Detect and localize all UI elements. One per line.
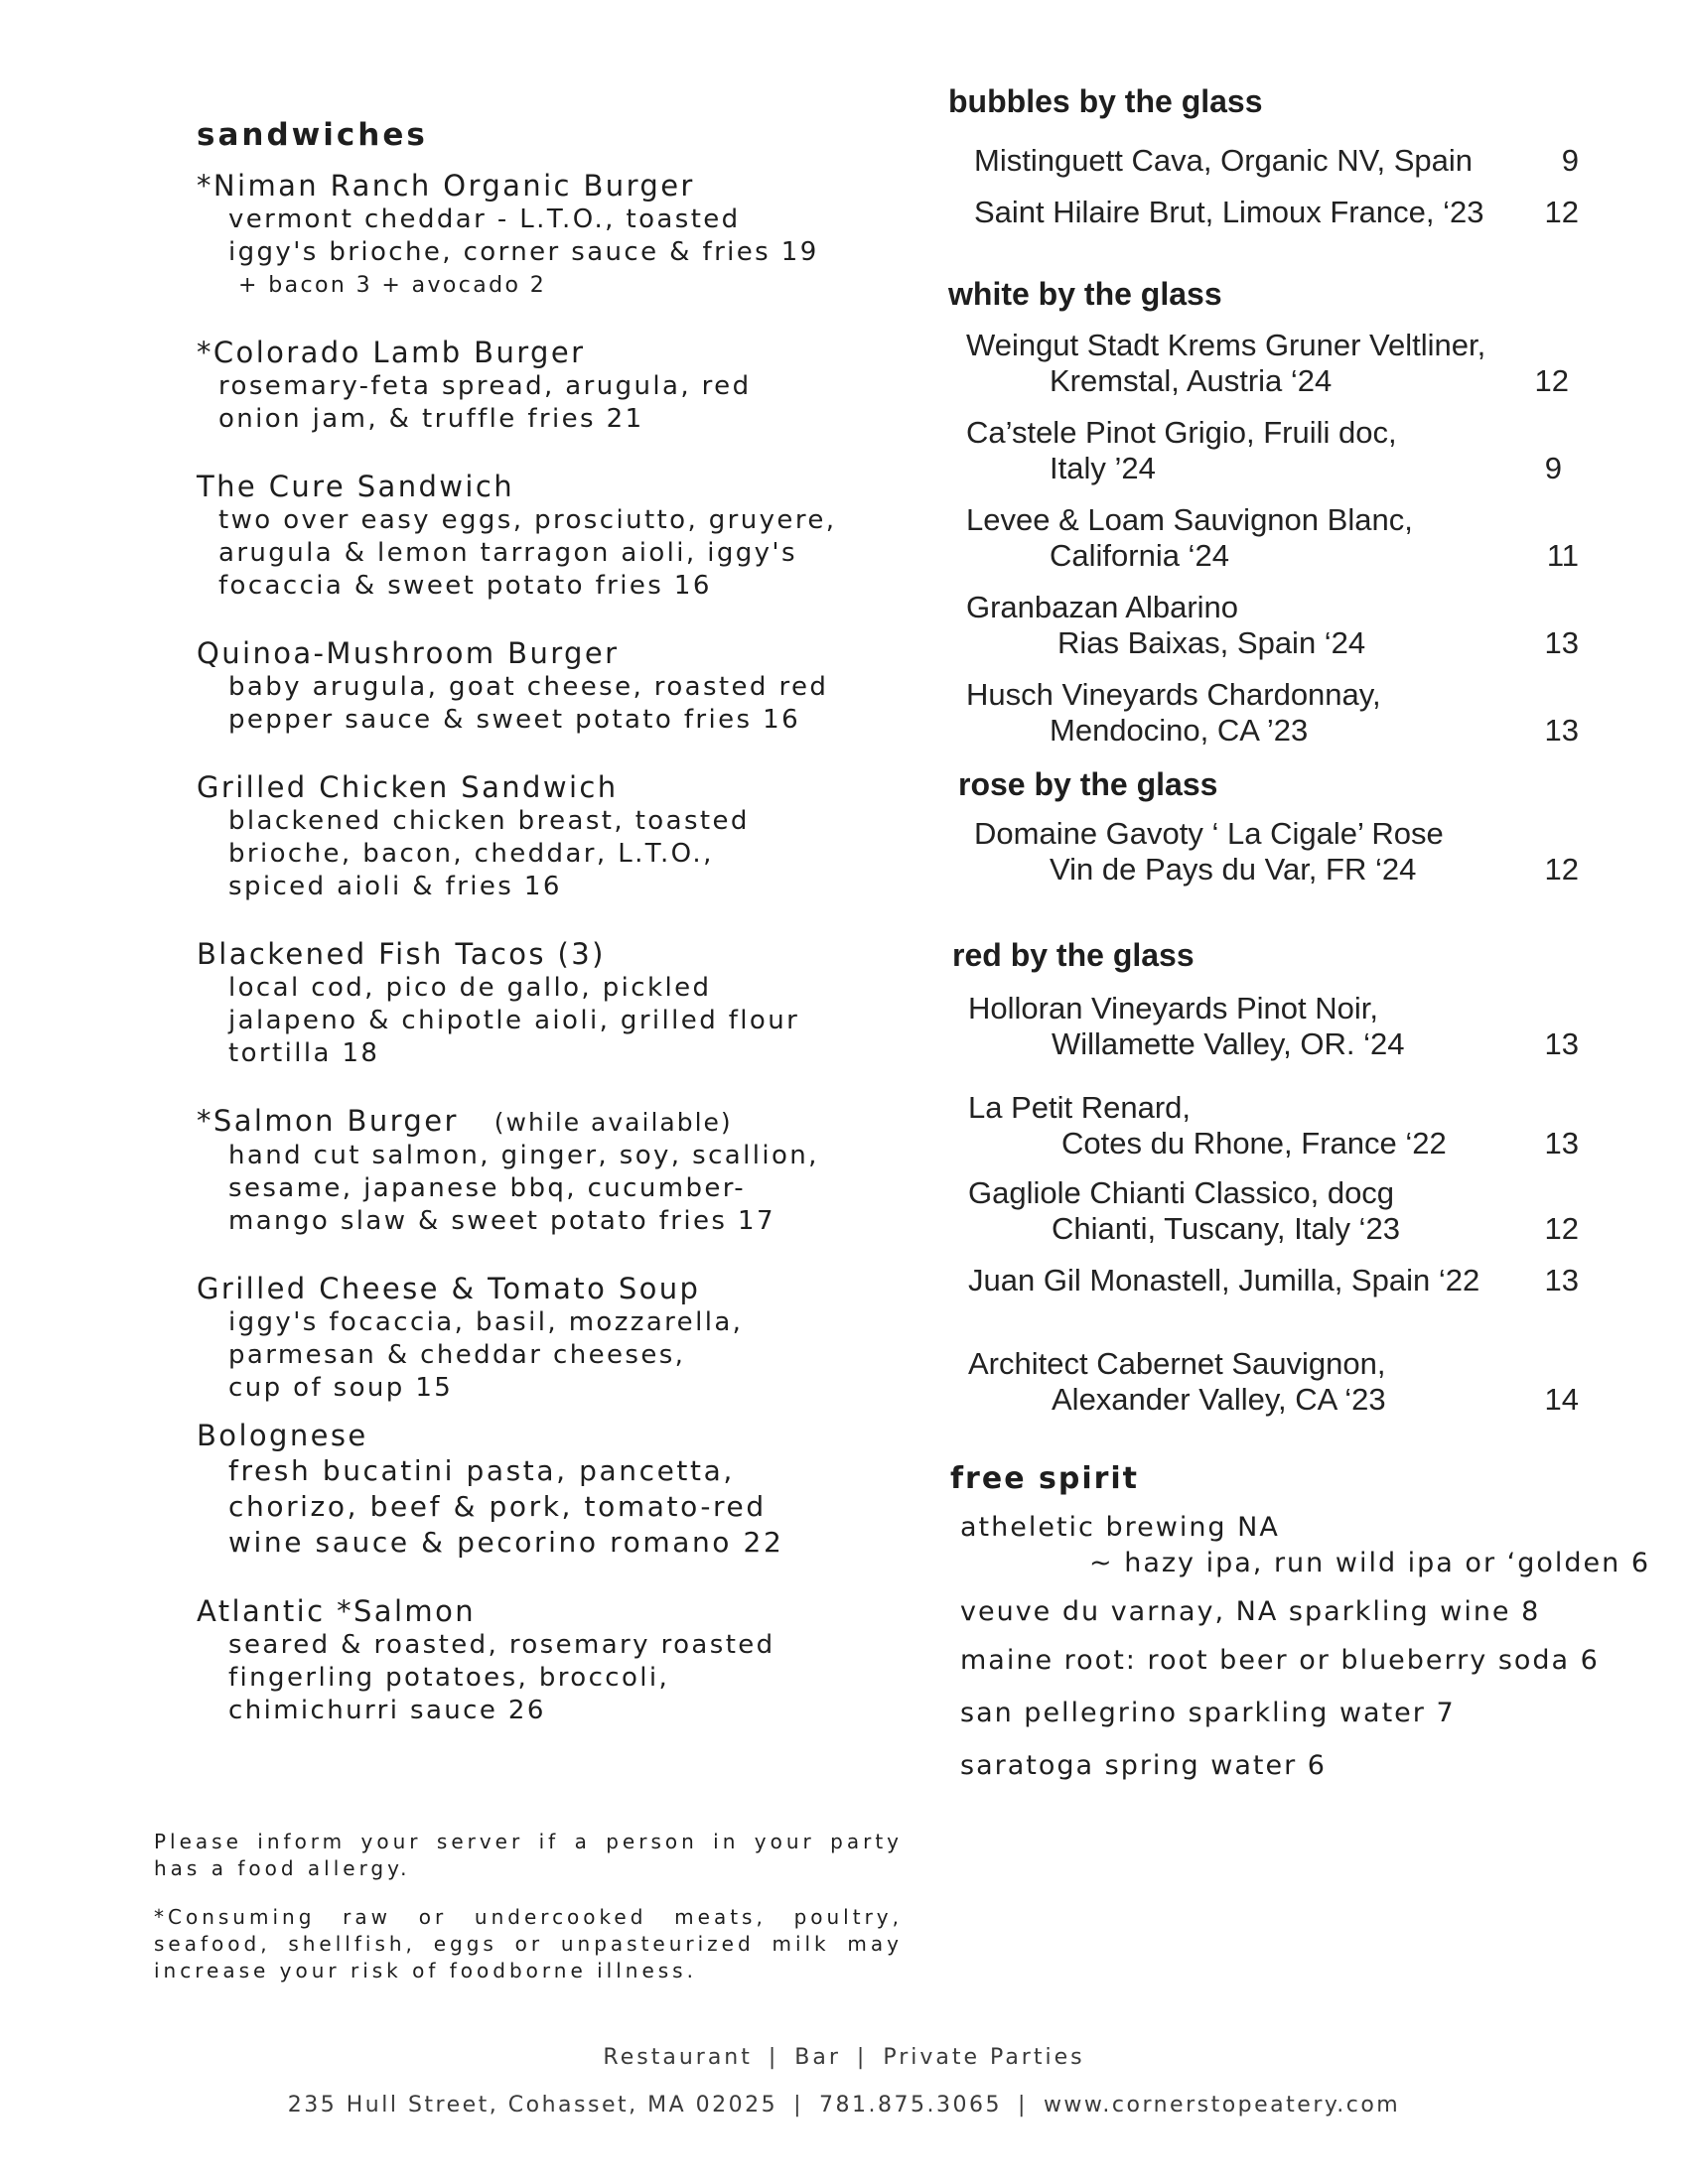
wine-name: Juan Gil Monastell, Jumilla, Spain ‘22 (968, 1263, 1480, 1297)
description-line: vermont cheddar - L.T.O., toasted (228, 205, 741, 234)
item-description (197, 1306, 892, 1405)
wine-region: Italy ’24 (1050, 451, 1156, 485)
menu-item (197, 1272, 892, 1405)
drink-item (960, 1510, 1650, 1581)
wine-price: 13 (1544, 625, 1579, 660)
service-restaurant: Restaurant (603, 2045, 753, 2070)
item-name: *Colorado Lamb Burger (197, 336, 586, 369)
separator: | (768, 2045, 779, 2070)
menu-item (197, 937, 892, 1070)
menu-item (197, 169, 892, 302)
rose-list (948, 816, 1604, 887)
wine-price: 13 (1544, 1126, 1579, 1160)
item-name: Atlantic *Salmon (197, 1594, 477, 1628)
drink-item: san pellegrino sparkling water 7 (960, 1698, 1456, 1728)
wine-price: 12 (1544, 1211, 1579, 1246)
wine-item (968, 991, 1604, 1062)
wine-region: Vin de Pays du Var, FR ‘24 (1050, 852, 1417, 887)
menu-item (197, 1419, 892, 1561)
wine-list (948, 79, 1650, 1784)
service-bar: Bar (794, 2045, 841, 2070)
red-title: red by the glass (952, 937, 1195, 973)
item-description (197, 504, 892, 603)
availability-note: (while available) (493, 1108, 733, 1137)
wine-name: Saint Hilaire Brut, Limoux France, ‘23 (974, 195, 1484, 229)
allergy-notice: Please inform your server if a person in your party has a food allergy. (154, 1830, 903, 1880)
description-line: blackened chicken breast, toasted (228, 806, 750, 836)
description-line: jalapeno & chipotle aioli, grilled flour (228, 1006, 800, 1035)
bubbles-title: bubbles by the glass (948, 83, 1263, 119)
item-description (197, 805, 892, 903)
description-line: brioche, bacon, cheddar, L.T.O., (228, 839, 714, 869)
wine-item (968, 1263, 1604, 1298)
item-description (197, 370, 892, 436)
wine-price: 12 (1544, 852, 1579, 887)
address: 235 Hull Street, Cohasset, MA 02025 (287, 2093, 778, 2117)
wine-price: 11 (1546, 538, 1579, 573)
drink-options: ~ hazy ipa, run wild ipa or ‘golden 6 (1089, 1548, 1650, 1578)
wine-item (968, 1090, 1604, 1161)
description-line: mango slaw & sweet potato fries 17 (228, 1206, 775, 1236)
description-line: sesame, japanese bbq, cucumber- (228, 1173, 746, 1203)
menu-item (197, 1594, 892, 1727)
free-spirit-title: free spirit (950, 1461, 1140, 1496)
item-description (197, 671, 892, 737)
drink-item: maine root: root beer or blueberry soda 6 (960, 1645, 1600, 1676)
menu-item (197, 770, 892, 903)
description-line: rosemary-feta spread, arugula, red (218, 371, 752, 401)
menu-item (197, 636, 892, 737)
wine-name: Ca’stele Pinot Grigio, Fruili doc, (966, 415, 1397, 450)
menu-item (197, 470, 892, 603)
wine-item (966, 328, 1604, 399)
description-line: fingerling potatoes, broccoli, (228, 1663, 670, 1693)
description-line: onion jam, & truffle fries 21 (218, 404, 644, 434)
item-name: *Niman Ranch Organic Burger (197, 169, 695, 203)
wine-name: Gagliole Chianti Classico, docg (968, 1175, 1395, 1210)
wine-price: 14 (1544, 1382, 1579, 1417)
wine-name: Mistinguett Cava, Organic NV, Spain (974, 143, 1473, 178)
wine-name: Levee & Loam Sauvignon Blanc, (966, 502, 1413, 537)
description-line: fresh bucatini pasta, pancetta, (228, 1454, 735, 1487)
separator: | (1018, 2093, 1028, 2117)
sandwiches-title: sandwiches (197, 117, 428, 153)
red-list (948, 991, 1604, 1418)
drink-item: veuve du varnay, NA sparkling wine 8 (960, 1596, 1541, 1627)
description-line: two over easy eggs, prosciutto, gruyere, (218, 505, 837, 535)
wine-region: Rias Baixas, Spain ‘24 (1057, 625, 1366, 660)
description-line: pepper sauce & sweet potato fries 16 (228, 705, 801, 735)
notices (154, 1829, 903, 2006)
wine-price: 9 (1544, 451, 1562, 485)
wine-item (966, 502, 1604, 574)
footer-contact (0, 2093, 1688, 2117)
description-line: hand cut salmon, ginger, soy, scallion, (228, 1141, 819, 1170)
wine-region: Kremstal, Austria ‘24 (1050, 363, 1333, 398)
wine-item (968, 1346, 1604, 1418)
description-line: arugula & lemon tarragon aioli, iggy's (218, 538, 797, 568)
wine-item (974, 816, 1604, 887)
wine-name: Domaine Gavoty ‘ La Cigale’ Rose (974, 816, 1444, 851)
wine-item (968, 1175, 1604, 1247)
phone: 781.875.3065 (819, 2093, 1003, 2117)
separator: | (793, 2093, 804, 2117)
description-line: local cod, pico de gallo, pickled (228, 973, 712, 1003)
item-name: Blackened Fish Tacos (3) (197, 937, 606, 971)
wine-item (974, 143, 1604, 179)
description-line: chimichurri sauce 26 (228, 1696, 546, 1725)
wine-name: Weingut Stadt Krems Gruner Veltliner, (966, 328, 1486, 362)
wine-region: Alexander Valley, CA ‘23 (1052, 1382, 1386, 1417)
bubbles-list (948, 143, 1604, 230)
description-line: chorizo, beef & pork, tomato-red (228, 1490, 767, 1523)
rose-title: rose by the glass (958, 766, 1218, 802)
item-name-text: *Salmon Burger (197, 1104, 459, 1138)
wine-region: Cotes du Rhone, France ‘22 (1061, 1126, 1447, 1160)
addon-line: + bacon 3 + avocado 2 (238, 273, 547, 298)
item-description (197, 972, 892, 1070)
menu-item (197, 1104, 892, 1238)
item-description (197, 1629, 892, 1727)
wine-name: La Petit Renard, (968, 1090, 1192, 1125)
wine-name: Holloran Vineyards Pinot Noir, (968, 991, 1378, 1025)
description-line: tortilla 18 (228, 1038, 380, 1068)
wine-price: 13 (1544, 1026, 1579, 1061)
item-name: The Cure Sandwich (197, 470, 514, 503)
description-line: wine sauce & pecorino romano 22 (228, 1526, 784, 1559)
drink-name: atheletic brewing NA (960, 1512, 1280, 1543)
description-line: baby arugula, goat cheese, roasted red (228, 672, 829, 702)
item-name: Grilled Cheese & Tomato Soup (197, 1272, 701, 1305)
raw-food-warning: *Consuming raw or undercooked meats, poultry, seafood, shellfish, eggs or unpasteurized milk may increase your risk of foodborne illness. (154, 1905, 903, 1982)
wine-item (966, 415, 1604, 486)
wine-region: Chianti, Tuscany, Italy ‘23 (1052, 1211, 1400, 1246)
description-line: spiced aioli & fries 16 (228, 872, 562, 901)
item-name: Grilled Chicken Sandwich (197, 770, 619, 804)
wine-price: 12 (1534, 363, 1569, 398)
description-line: iggy's focaccia, basil, mozzarella, (228, 1307, 744, 1337)
free-spirit-list (948, 1510, 1650, 1784)
wine-item (966, 590, 1604, 661)
wine-region: Willamette Valley, OR. ‘24 (1052, 1026, 1405, 1061)
item-description (197, 204, 892, 302)
website-link[interactable]: www.cornerstopeatery.com (1043, 2093, 1401, 2117)
service-private-parties: Private Parties (883, 2045, 1085, 2070)
item-name: Bolognese (197, 1419, 368, 1452)
wine-item (974, 195, 1604, 230)
footer-services (0, 2045, 1688, 2070)
item-name: Quinoa-Mushroom Burger (197, 636, 620, 670)
sandwiches-section (197, 117, 892, 1761)
white-list (948, 328, 1604, 749)
description-line: parmesan & cheddar cheeses, (228, 1340, 686, 1370)
item-description (197, 1453, 892, 1561)
wine-price: 12 (1544, 195, 1579, 229)
wine-item (966, 677, 1604, 749)
white-title: white by the glass (948, 276, 1222, 312)
item-name (197, 1104, 892, 1140)
wine-region: California ‘24 (1050, 538, 1229, 573)
description-line: seared & roasted, rosemary roasted (228, 1630, 775, 1660)
wine-name: Architect Cabernet Sauvignon, (968, 1346, 1386, 1381)
wine-name: Granbazan Albarino (966, 590, 1239, 624)
description-line: iggy's brioche, corner sauce & fries 19 (228, 237, 819, 267)
description-line: cup of soup 15 (228, 1373, 454, 1403)
wine-region: Mendocino, CA ’23 (1050, 713, 1309, 748)
wine-price: 13 (1544, 1263, 1579, 1297)
wine-name: Husch Vineyards Chardonnay, (966, 677, 1381, 712)
wine-price: 9 (1561, 143, 1579, 178)
menu-item (197, 336, 892, 436)
separator: | (856, 2045, 868, 2070)
item-description (197, 1140, 892, 1238)
wine-price: 13 (1544, 713, 1579, 748)
description-line: focaccia & sweet potato fries 16 (218, 571, 712, 601)
drink-item: saratoga spring water 6 (960, 1750, 1327, 1781)
